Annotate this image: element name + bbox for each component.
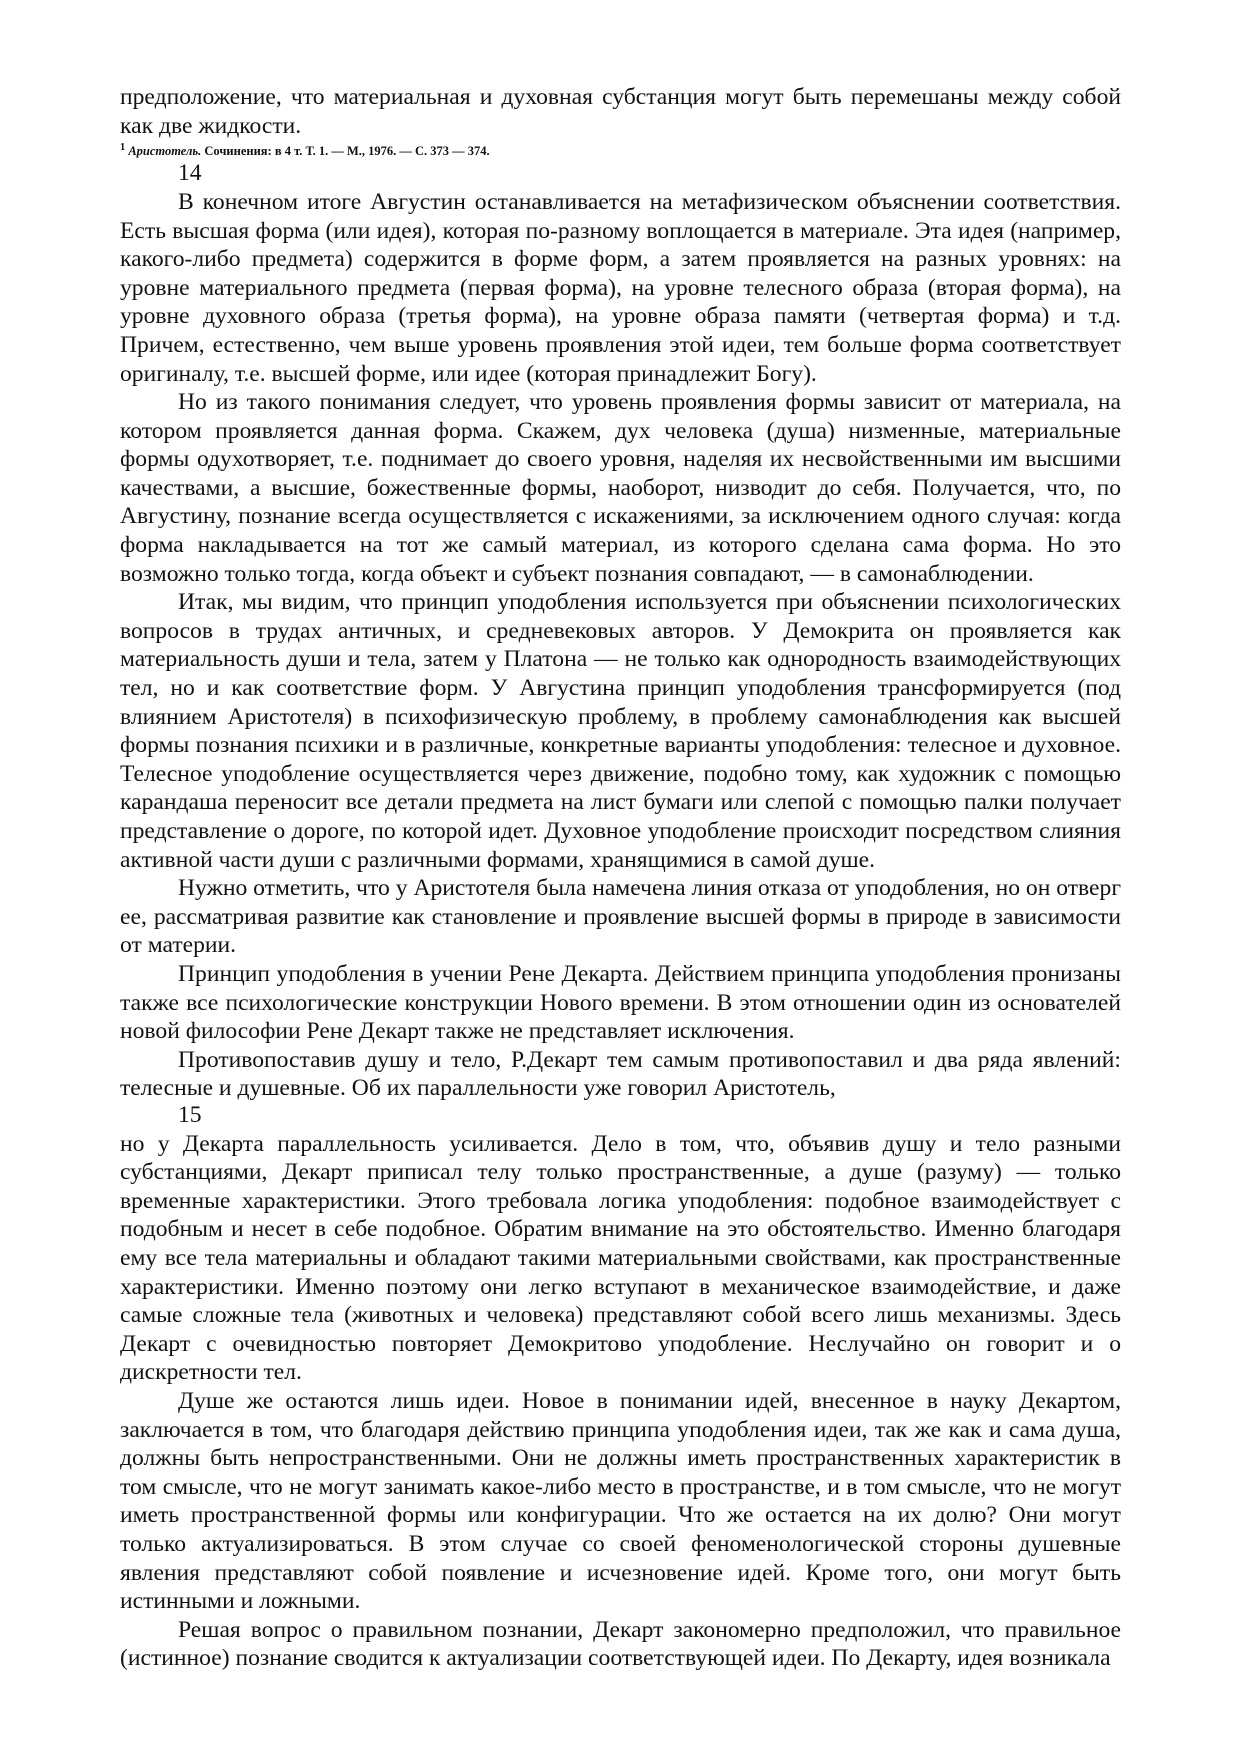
paragraph-continuation: но у Декарта параллельность усиливается. Дело в том, что, объявив душу и тело разными субстанциями, Декарт приписал телу только пространственные, а душе (разуму) — только временные характеристики. Этого требовала логика уподобления: подобное взаимодействует с подобным и несет в себе подобное. Обратим внимание на это обстоятельство. Именно благодаря ему все тела материальны и обладают такими материальными свойствами, как пространственные характеристики. Именно поэтому они легко вступают в механическое взаимодействие, и даже самые сложные тела (животных и человека) представляют собой всего лишь механизмы. Здесь Декарт с очевидностью повторяет Демокритово уподобление. Неслучайно он говорит и о дискретности тел. (120, 1130, 1121, 1386)
paragraph: Но из такого понимания следует, что уровень проявления формы зависит от материала, на котором проявляется данная форма. Скажем, дух человека (душа) низменные, материальные формы одухотворяет, т.е. поднимает до своего уровня, наделяя их несвойственными им высшими качествами, а высшие, божественные формы, наоборот, низводит до себя. Получается, что, по Августину, познание всегда осуществляется с искажениями, за исключением одного случая: когда форма накладывается на тот же самый материал, из которого сделана сама форма. Но это возможно только тогда, когда объект и субъект познания совпадают, — в самонаблюдении. (120, 389, 1121, 587)
text-block-bottom (120, 1101, 1121, 1673)
paragraph: Итак, мы видим, что принцип уподобления используется при объяснении психологических вопросов в трудах античных, и средневековых авторов. У Демокрита он проявляется как материальность души и тела, затем у Платона — не только как однородность взаимодействующих тел, но и как соответствие форм. У Августина принцип уподобления трансформируется (под влиянием Аристотеля) в психофизическую проблему, в проблему самонаблюдения как высшей формы познания психики и в различные, конкретные варианты уподобления: телесное и духовное. Телесное уподобление осуществляется через движение, подобно тому, как художник с помощью карандаша переносит все детали предмета на лист бумаги или слепой с помощью палки получает представление о дороге, по которой идет. Духовное уподобление происходит посредством слияния активной части души с различными формами, хранящимися в самой душе. (120, 589, 1121, 873)
footnote-author: Аристотель. (128, 144, 202, 159)
page-number: 14 (178, 160, 202, 187)
footnote (120, 140, 1121, 159)
text-block-top (120, 83, 1121, 1103)
paragraph-continuation: предположение, что материальная и духовная субстанция могут быть перемешаны между собой как две жидкости. (120, 84, 1121, 139)
paragraph: Решая вопрос о правильном познании, Декарт закономерно предположил, что правильное (истинное) познание сводится к актуализации соответствующей идеи. По Декарту, идея возникала (120, 1616, 1121, 1672)
paragraph: В конечном итоге Августин останавливается на метафизическом объяснении соответствия. Есть высшая форма (или идея), которая по-разному воплощается в материале. Эта идея (например, какого-либо предмета) содержится в форме форм, а затем проявляется на разных уровнях: на уровне материального предмета (первая форма), на уровне телесного образа (вторая форма), на уровне духовного образа (третья форма), на уровне образа памяти (четвертая форма) и т.д. Причем, естественно, чем выше уровень проявления этой идеи, тем больше форма соответствует оригиналу, т.е. высшей форме, или идее (которая принадлежит Богу). (120, 188, 1121, 387)
footnote-mark: 1 (120, 142, 126, 154)
paragraph: Противопоставив душу и тело, Р.Декарт тем самым противопоставил и два ряда явлений: телесные и душевные. Об их параллельности уже говорил Аристотель, (120, 1046, 1121, 1102)
paragraph: Принцип уподобления в учении Рене Декарта. Действием принципа уподобления пронизаны также все психологические конструкции Нового времени. В этом отношении один из основателей новой философии Рене Декарт также не представляет исключения. (120, 960, 1121, 1045)
paragraph: Нужно отметить, что у Аристотеля была намечена линия отказа от уподобления, но он отверг ее, рассматривая развитие как становление и проявление высшей формы в природе в зависимости от материи. (120, 875, 1121, 959)
paragraph: Душе же остаются лишь идеи. Новое в понимании идей, внесенное в науку Декартом, заключается в том, что благодаря действию принципа уподобления идеи, так же как и сама душа, должны быть непространственными. Они не должны иметь пространственных характеристик в том смысле, что не могут занимать какое-либо место в пространстве, и в том смысле, что не могут иметь пространственной формы или конфигурации. Что же остается на их долю? Они могут только актуализироваться. В этом случае со своей феноменологической стороны душевные явления представляют собой появление и исчезновение идей. Кроме того, они могут быть истинными и ложными. (120, 1387, 1121, 1615)
page-number: 15 (178, 1102, 202, 1128)
footnote-citation: Сочинения: в 4 т. Т. 1. — М., 1976. — С. 373 — 374. (204, 144, 490, 159)
